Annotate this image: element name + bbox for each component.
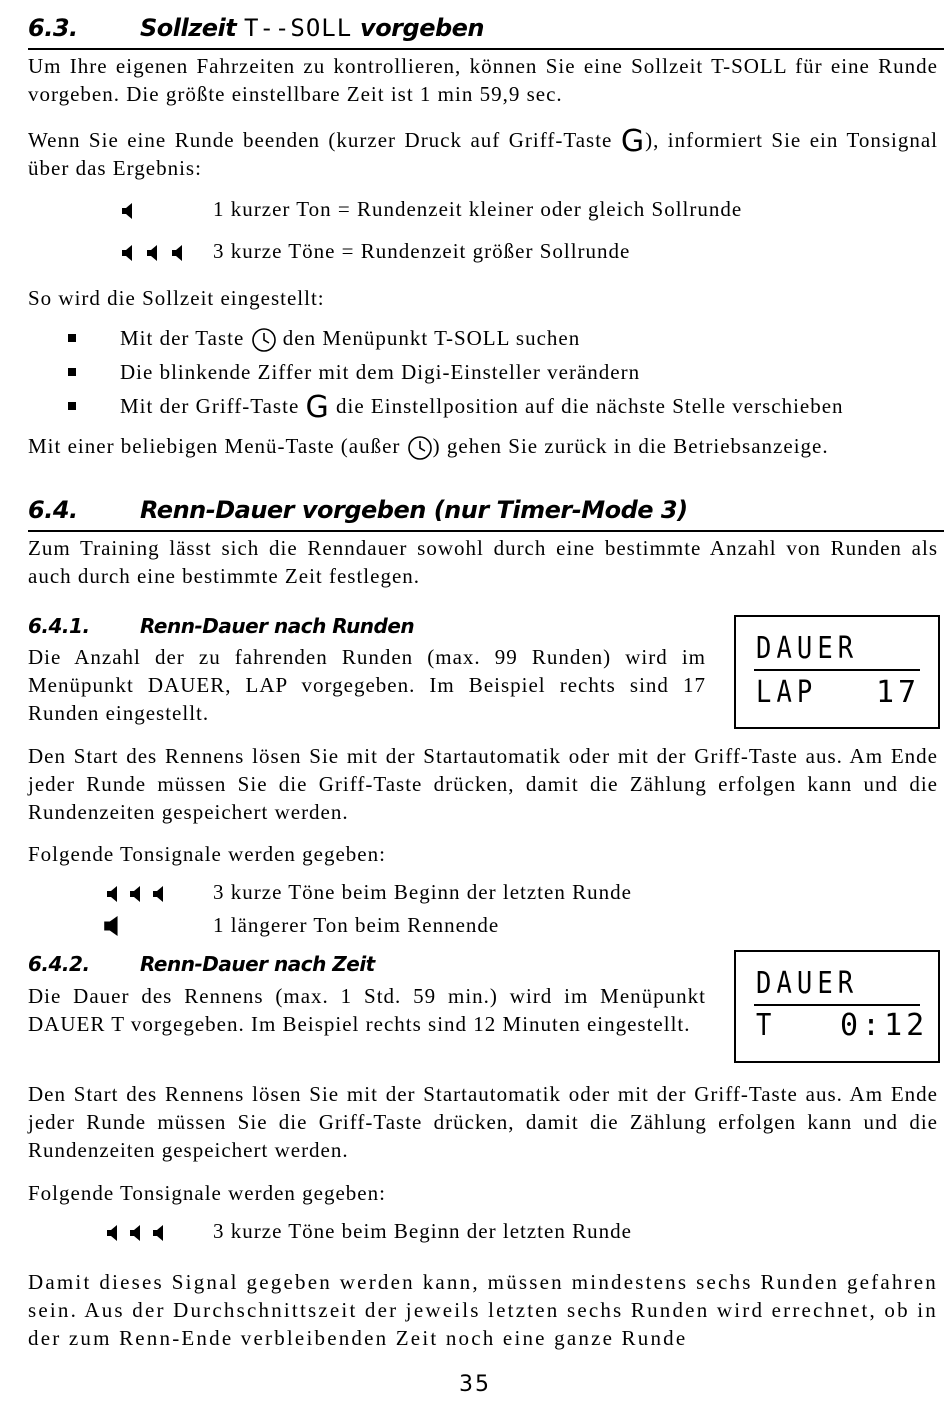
heading-rule bbox=[28, 48, 944, 50]
bullet-item bbox=[120, 326, 580, 353]
speaker-icon bbox=[105, 1224, 121, 1242]
paragraph: Den Start des Rennens lösen Sie mit der Startautomatik oder mit der Griff-Taste aus. Am Ende jeder Runde müssen Sie die Griff-Taste drücken, damit die Zählung erfolgen kann und die Rundenzeiten gespeichert werden. bbox=[28, 744, 938, 824]
tone-line: 1 kurzer Ton = Rundenzeit kleiner oder gleich Sollrunde bbox=[213, 197, 743, 221]
tone-line: 3 kurze Töne beim Beginn der letzten Runde bbox=[213, 1219, 632, 1243]
grip-key-icon: G bbox=[305, 390, 330, 425]
speaker-icon bbox=[120, 202, 136, 220]
subsection-title: Renn-Dauer nach Runden bbox=[140, 614, 415, 638]
text: Mit der Taste bbox=[120, 326, 251, 350]
speaker-icon bbox=[120, 244, 136, 262]
paragraph bbox=[28, 434, 829, 461]
clock-key-icon bbox=[251, 327, 277, 353]
section-number: 6.3. bbox=[28, 14, 78, 42]
tone-line: 1 längerer Ton beim Rennende bbox=[213, 913, 500, 937]
lcd-top-text: DAUER bbox=[756, 631, 859, 666]
paragraph: Die Anzahl der zu fahrenden Runden (max. 99 Runden) wird im Menüpunkt DAUER, LAP vorgegeben. Im Beispiel rechts sind 17 Runden eingestellt. bbox=[28, 645, 706, 725]
text: ) gehen Sie zurück in die Betriebsanzeige. bbox=[432, 434, 829, 458]
text: die Einstellposition auf die nächste Stelle verschieben bbox=[329, 394, 844, 418]
bullet bbox=[68, 368, 76, 376]
text: Wenn Sie eine Runde beenden (kurzer Druck auf Griff-Taste bbox=[28, 128, 621, 152]
lcd-label: LAP bbox=[756, 675, 818, 710]
paragraph: Damit dieses Signal gegeben werden kann, müssen mindestens sechs Runden gefahren sein. Aus der Durchschnittszeit der jeweils letzten sechs Runden wird errechnet, ob in der zum Renn-Ende verbleibenden Zeit noch eine ganze Runde bbox=[28, 1270, 938, 1350]
section-heading-6-3 bbox=[28, 14, 944, 46]
section-number: 6.4. bbox=[28, 496, 78, 524]
grip-key-icon: G bbox=[620, 124, 646, 159]
subsection-title: Renn-Dauer nach Zeit bbox=[140, 952, 375, 976]
paragraph bbox=[28, 126, 938, 182]
tone-line: 3 kurze Töne beim Beginn der letzten Runde bbox=[213, 880, 632, 904]
speaker-icon bbox=[151, 885, 167, 903]
speaker-icon bbox=[128, 1224, 144, 1242]
bullet-item bbox=[120, 390, 844, 425]
subsection-number: 6.4.2. bbox=[28, 952, 90, 976]
lcd-top-text: DAUER bbox=[756, 966, 859, 1001]
text: Mit einer beliebigen Menü-Taste (außer bbox=[28, 434, 407, 458]
paragraph: Zum Training lässt sich die Renndauer sowohl durch eine bestimmte Anzahl von Runden als auch durch eine bestimmte Zeit festlegen. bbox=[28, 536, 938, 588]
speaker-icon bbox=[128, 885, 144, 903]
paragraph: Folgende Tonsignale werden gegeben: bbox=[28, 1181, 386, 1205]
speaker-icon bbox=[145, 244, 161, 262]
lcd-separator bbox=[754, 669, 920, 671]
lcd-display-lap bbox=[734, 615, 940, 729]
heading-rule bbox=[28, 530, 944, 532]
section-heading-6-4 bbox=[28, 496, 944, 528]
lcd-separator bbox=[754, 1004, 920, 1006]
page-number: 35 bbox=[459, 1372, 491, 1397]
title-part: vorgeben bbox=[352, 14, 485, 42]
text: ), informiert Sie ein Tonsignal über das Ergebnis: bbox=[28, 128, 939, 180]
speaker-icon bbox=[105, 885, 121, 903]
lcd-value: 17 bbox=[876, 675, 921, 710]
section-title: Renn-Dauer vorgeben (nur Timer-Mode 3) bbox=[140, 496, 688, 524]
lcd-value: 0:12 bbox=[840, 1008, 929, 1043]
text: Mit der Griff-Taste bbox=[120, 394, 306, 418]
speaker-icon bbox=[170, 244, 186, 262]
lcd-display-time bbox=[734, 950, 940, 1063]
paragraph: Folgende Tonsignale werden gegeben: bbox=[28, 842, 386, 866]
lcd-label: T bbox=[756, 1008, 777, 1043]
paragraph: Den Start des Rennens lösen Sie mit der Startautomatik oder mit der Griff-Taste aus. Am Ende jeder Runde müssen Sie die Griff-Taste drücken, damit die Zählung erfolgen kann und die Rundenzeiten gespeichert werden. bbox=[28, 1082, 938, 1162]
bullet bbox=[68, 402, 76, 410]
bullet bbox=[68, 334, 76, 342]
speaker-long-icon bbox=[103, 916, 121, 936]
text: den Menüpunkt T-SOLL suchen bbox=[276, 326, 581, 350]
title-part: Sollzeit bbox=[140, 14, 245, 42]
section-title bbox=[140, 14, 484, 42]
paragraph: Um Ihre eigenen Fahrzeiten zu kontrollieren, können Sie eine Sollzeit T-SOLL für eine Runde vorgeben. Die größte einstellbare Zeit ist 1 min 59,9 sec. bbox=[28, 54, 938, 106]
tone-line: 3 kurze Töne = Rundenzeit größer Sollrunde bbox=[213, 239, 631, 263]
subsection-number: 6.4.1. bbox=[28, 614, 90, 638]
bullet-item: Die blinkende Ziffer mit dem Digi-Einsteller verändern bbox=[120, 360, 641, 384]
paragraph: So wird die Sollzeit eingestellt: bbox=[28, 286, 325, 310]
lcd-title-text: T--SOLL bbox=[244, 14, 353, 42]
clock-key-icon bbox=[407, 435, 433, 461]
paragraph: Die Dauer des Rennens (max. 1 Std. 59 min.) wird im Menüpunkt DAUER T vorgegeben. Im Beispiel rechts sind 12 Minuten eingestellt. bbox=[28, 984, 706, 1036]
speaker-icon bbox=[151, 1224, 167, 1242]
